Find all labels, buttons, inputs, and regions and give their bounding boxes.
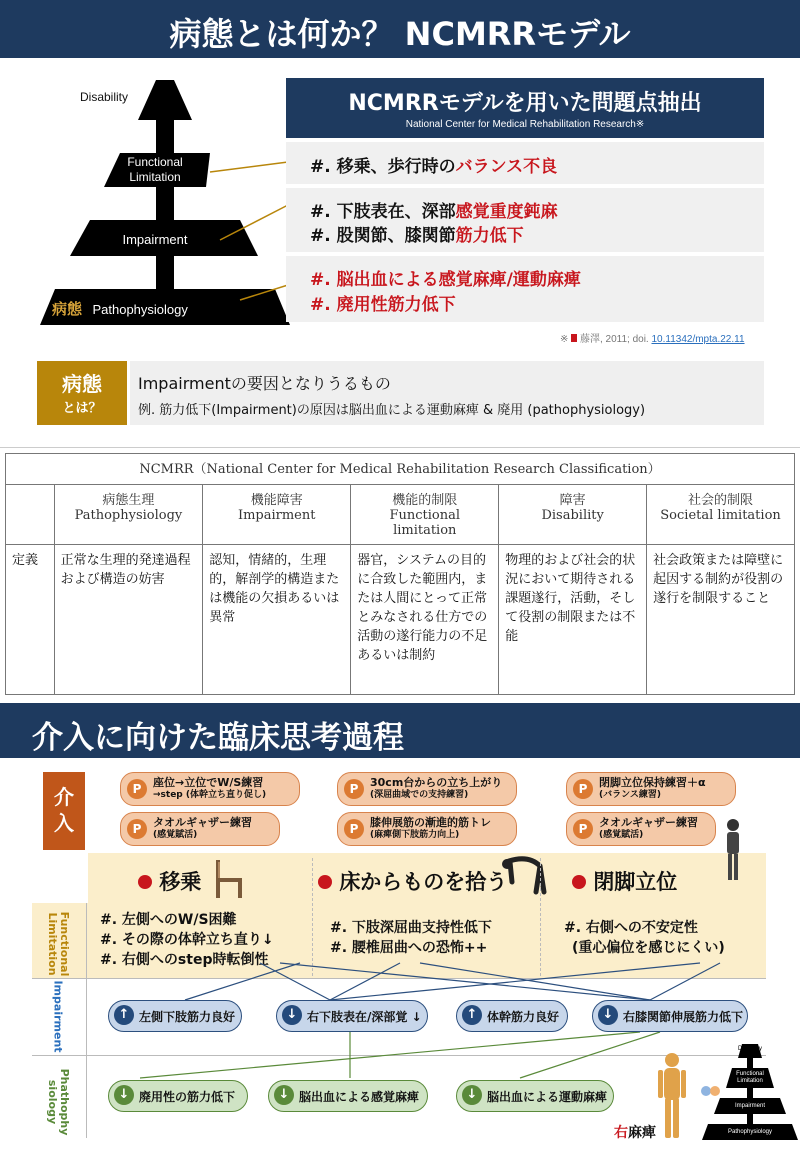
ncmrr-box-subtitle: National Center for Medical Rehabilitation Research※ — [405, 119, 645, 130]
label-column-divider — [86, 903, 87, 1138]
table-cell: 物理的および社会的状況において期待される課題遂行，活動，そして役割の制限または不能 — [499, 545, 647, 695]
ncmrr-box-title: NCMRRモデルを用いた問題点抽出 — [348, 91, 702, 116]
functional-col-2: #. 下肢深屈曲支持性低下 #. 腰椎屈曲への恐怖++ — [330, 920, 492, 956]
table-cell: 社会政策または障壁に起因する制約が役割の遂行を制限すること — [647, 545, 795, 695]
bullet-icon — [572, 875, 586, 889]
pyramid-disability-label: Disability — [80, 90, 129, 104]
p-badge-icon: P — [127, 819, 147, 839]
activity-pickup: 床からものを拾う — [318, 866, 507, 896]
activity-transfer: 移乗 — [138, 866, 201, 896]
header-bar-1 — [0, 0, 800, 58]
impairment-side-label: Impairment — [51, 980, 65, 1053]
arrow-up-icon: ↑ — [114, 1005, 134, 1025]
byoutai-label-box: 病態 とは？ — [37, 361, 127, 425]
functional-col-1: #. 左側へのW/S困難 #. その際の体幹立ち直り↓ #. 右側へのstep時転倒性 — [100, 912, 274, 968]
functional-col-3: #. 右側への不安定性 (重心偏位を感じにくい) — [564, 920, 725, 956]
page-title: 病態とは何か？ NCMRRモデル — [169, 15, 631, 53]
ncmrr-box-header — [286, 78, 764, 138]
impairment-pill[interactable]: ↑ 左側下肢筋力良好 — [108, 1000, 242, 1032]
bullet-icon — [318, 875, 332, 889]
mini-pyramid-pathophysiology: Pathophysiology — [727, 1129, 773, 1135]
arrow-down-icon: ↓ — [462, 1085, 482, 1105]
pyramid-connectors — [200, 150, 290, 310]
table-row-label: 定義 — [6, 545, 55, 695]
impairment-pill[interactable]: ↓ 右下肢表在/深部覚 ↓ — [276, 1000, 428, 1032]
p-badge-icon: P — [127, 779, 147, 799]
intervention-pill[interactable]: P 膝伸展筋の漸進的筋トレ (麻痺側下肢筋力向上) — [337, 812, 517, 846]
functional-side-label: Functional Limitation — [46, 911, 71, 977]
table-header: 病態生理 Pathophysiology — [54, 485, 203, 545]
paralysis-label: 右麻痺 — [614, 1125, 656, 1141]
arrow-down-icon: ↓ — [598, 1005, 618, 1025]
bending-figure-icon — [500, 852, 556, 898]
table-header: 機能的制限 Functional limitation — [351, 485, 499, 545]
ncmrr-reference: ※ 藤澤, 2011; doi. 10.11342/mpta.22.11 — [560, 334, 745, 345]
intervention-pill[interactable]: P タオルギャザー練習 (感覚賦活) — [120, 812, 280, 846]
p-badge-icon: P — [344, 779, 364, 799]
pyramid-functional-label: Functional Limitation — [127, 155, 183, 184]
intervention-pill[interactable]: P 閉脚立位保持練習＋α (バランス練習) — [566, 772, 736, 806]
header-bar-2 — [0, 703, 800, 758]
doi-link[interactable]: 10.11342/mpta.22.11 — [651, 334, 745, 345]
intervention-label: 介入 — [43, 772, 85, 850]
intervention-pill[interactable]: P タオルギャザー練習 (感覚賦活) — [566, 812, 716, 846]
impairment-pill[interactable]: ↑ 体幹筋力良好 — [456, 1000, 568, 1032]
mini-pyramid-disability: Disability — [737, 1046, 762, 1052]
ncmrr-table — [5, 453, 795, 695]
arrow-down-icon: ↓ — [274, 1085, 294, 1105]
pathophysiology-pill[interactable]: ↓ 廃用性の筋力低下 — [108, 1080, 248, 1112]
p-badge-icon: P — [573, 819, 593, 839]
pathophysiology-pill[interactable]: ↓ 脳出血による感覚麻痺 — [268, 1080, 428, 1112]
impairment-pill[interactable]: ↓ 右膝関節伸展筋力低下 — [592, 1000, 748, 1032]
mini-pyramid-functional: Functional Limitation — [736, 1071, 764, 1084]
column-divider — [540, 858, 542, 976]
section-title: 介入に向けた臨床思考過程 — [32, 720, 404, 756]
pyramid-pathophysiology-label: 病態 Pathophysiology — [52, 301, 188, 318]
ncmrr-row-1: #. 移乗、歩行時のバランス不良 — [286, 142, 764, 184]
byoutai-description-box: Impairmentの要因となりうるもの 例. 筋力低下(Impairment)の原因は脳出血による運動麻痺 & 廃用 (pathophysiology) — [130, 361, 764, 425]
activity-closed-stance: 閉脚立位 — [572, 866, 677, 896]
table-cell: 認知，情緒的，生理的，解剖学的構造または機能の欠損あるいは異常 — [203, 545, 351, 695]
table-caption: NCMRR（National Center for Medical Rehabilitation Research Classification） — [6, 454, 795, 485]
intervention-pill[interactable]: P 座位→立位でW/S練習 →step (体幹立ち直り促し) — [120, 772, 300, 806]
table-cell: 器官，システムの目的に合致した範囲内，または人間にとって正常とみなされる仕方での活動の遂行能力の不足あるいは制約 — [351, 545, 499, 695]
pathophysiology-pill[interactable]: ↓ 脳出血による運動麻痺 — [456, 1080, 614, 1112]
intervention-pill[interactable]: P 30cm台からの立ち上がり (深屈曲域での支持練習) — [337, 772, 517, 806]
standing-figure-icon — [718, 818, 748, 882]
book-icon — [571, 334, 577, 342]
p-badge-icon: P — [344, 819, 364, 839]
arrow-up-icon: ↑ — [462, 1005, 482, 1025]
pathophysiology-side-label: Phathophy siology — [46, 1068, 71, 1136]
p-badge-icon: P — [573, 779, 593, 799]
chair-icon — [208, 856, 258, 902]
arrow-down-icon: ↓ — [282, 1005, 302, 1025]
mini-pyramid-impairment: Impairment — [734, 1103, 765, 1109]
human-body-icon — [652, 1052, 692, 1142]
table-header: 機能障害 Impairment — [203, 485, 351, 545]
column-divider — [312, 858, 314, 976]
table-header: 障害 Disability — [499, 485, 647, 545]
ncmrr-row-3: #. 脳出血による感覚麻痺/運動麻痺 #. 廃用性筋力低下 — [286, 256, 764, 322]
arrow-down-icon: ↓ — [114, 1085, 134, 1105]
ncmrr-row-2: #. 下肢表在、深部感覚重度鈍麻 #. 股関節、膝関節筋力低下 — [286, 188, 764, 252]
section-divider — [0, 447, 800, 448]
bullet-icon — [138, 875, 152, 889]
table-header: 社会的制限 Societal limitation — [647, 485, 795, 545]
pyramid-impairment-label: Impairment — [122, 232, 188, 247]
table-cell: 正常な生理的発達過程および構造の妨害 — [54, 545, 203, 695]
